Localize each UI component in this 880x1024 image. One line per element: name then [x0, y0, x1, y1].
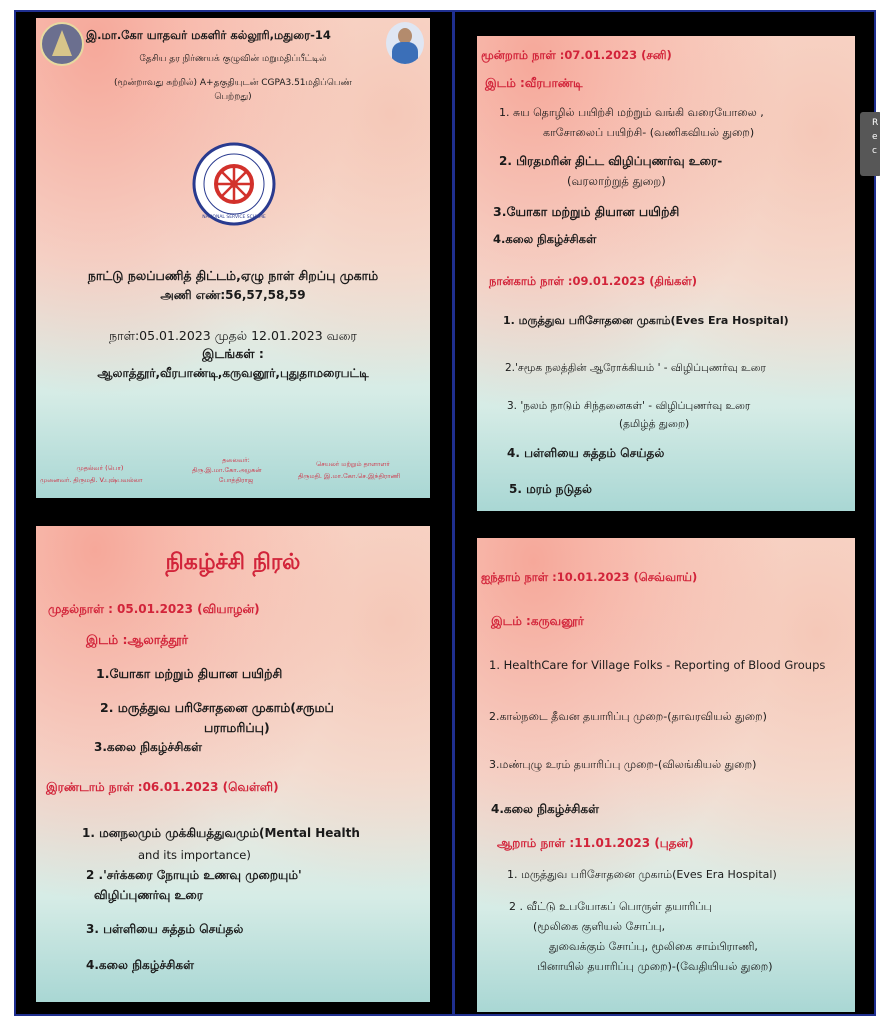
unit-numbers: அணி எண்:56,57,58,59: [160, 288, 306, 302]
programme-title: நிகழ்ச்சி நிரல்: [165, 550, 301, 575]
principal-name: முனைவர். திருமதி. V.புஷ்பவல்லா: [40, 476, 143, 484]
secretary-title: செயலர் மற்றும் தாளாளர்: [316, 460, 390, 468]
day6-item-2-cont-2: துவைக்கும் சோப்பு, மூலிகை சாம்பிராணி,: [549, 940, 758, 953]
venues-label: இடங்கள் :: [202, 346, 264, 361]
column-divider: [452, 10, 455, 1016]
day6-item-2-cont-3: பினாயில் தயாரிப்பு முறை)-(வேதியியல் துறை): [537, 960, 773, 973]
nss-emblem-icon: [192, 142, 276, 226]
day5-item-1: 1. HealthCare for Village Folks - Reporting of Blood Groups: [489, 658, 826, 672]
day1-item-3: 3.கலை நிகழ்ச்சிகள்: [94, 740, 202, 754]
accreditation-line-1: தேசிய தர நிர்ணயக் குழுவின் மறுமதிப்பீட்டில்: [139, 54, 327, 64]
programme-panel-days-5-6: [477, 538, 855, 1012]
day2-header: இரண்டாம் நாள் :06.01.2023 (வெள்ளி): [46, 780, 279, 794]
day1-header: முதல்நாள் : 05.01.2023 (வியாழன்): [48, 602, 260, 616]
day1-item-2: 2. மருத்துவ பரிசோதனை முகாம்(சருமப்: [100, 700, 334, 715]
day2-item-4: 4.கலை நிகழ்ச்சிகள்: [86, 958, 194, 972]
secretary-name: திருமதி. இ.மா.கோ.செ.இந்திராணி: [298, 472, 401, 480]
side-tab-line-3: c: [872, 146, 877, 156]
day4-item-1: 1. மருத்துவ பரிசோதனை முகாம்(Eves Era Hospital): [503, 314, 789, 327]
day6-item-1: 1. மருத்துவ பரிசோதனை முகாம்(Eves Era Hospital): [507, 868, 777, 881]
day1-venue: இடம் :ஆலாத்தூர்: [86, 632, 189, 647]
day5-item-3: 3.மண்புழு உரம் தயாரிப்பு முறை-(விலங்கியல் துறை): [489, 758, 757, 771]
day1-item-1: 1.யோகா மற்றும் தியான பயிற்சி: [96, 666, 283, 681]
president-name: திரு.இ.மா.கோ.அழகன்: [192, 466, 262, 474]
day4-item-5: 5. மரம் நடுதல்: [509, 482, 592, 496]
side-tab-line-2: e: [872, 132, 878, 142]
day3-item-2: 2. பிரதமரின் திட்ட விழிப்புணர்வு உரை-: [499, 154, 723, 168]
day3-item-1: 1. சுய தொழில் பயிற்சி மற்றும் வங்கி வரையோலை ,: [499, 106, 764, 119]
accreditation-line-2: (மூன்றாவது சுற்றில்) A+தகுதியுடன் CGPA3.51மதிப்பெண்: [113, 78, 353, 88]
day2-item-1: 1. மனநலமும் முக்கியத்துவமும்(Mental Health: [82, 826, 360, 840]
day6-header: ஆறாம் நாள் :11.01.2023 (புதன்): [497, 836, 694, 850]
day3-item-3: 3.யோகா மற்றும் தியான பயிற்சி: [493, 204, 680, 219]
day4-item-4: 4. பள்ளியை சுத்தம் செய்தல்: [507, 446, 665, 460]
day2-item-3: 3. பள்ளியை சுத்தம் செய்தல்: [86, 922, 244, 936]
day3-item-2-cont: (வரலாற்றுத் துறை): [567, 174, 666, 188]
day3-header: மூன்றாம் நாள் :07.01.2023 (சனி): [481, 48, 672, 62]
cover-panel: [36, 18, 430, 498]
day2-item-2-cont: விழிப்புணர்வு உரை: [94, 888, 203, 902]
day5-item-4: 4.கலை நிகழ்ச்சிகள்: [491, 802, 599, 816]
day4-item-3: 3. 'நலம் நாடும் சிந்தனைகள்' - விழிப்புணர்வு உரை: [507, 400, 751, 412]
day3-venue: இடம் :வீரபாண்டி: [485, 76, 583, 90]
camp-title: நாட்டு நலப்பணித் திட்டம்,ஏழு நாள் சிறப்பு முகாம்: [87, 268, 379, 283]
president-role: போத்திராஜ: [218, 476, 254, 484]
day6-item-2-cont-1: (மூலிகை குளியல் சோப்பு,: [533, 920, 666, 933]
day4-header: நான்காம் நாள் :09.01.2023 (திங்கள்): [489, 274, 698, 288]
accreditation-line-3: பெற்றது): [214, 92, 252, 102]
venues-list: ஆலாத்தூர்,வீரபாண்டி,கருவனூர்,புதுதாமரைபட்டி: [97, 366, 369, 380]
day3-item-1-cont: காசோலைப் பயிற்சி- (வணிகவியல் துறை): [543, 126, 755, 139]
day5-header: ஐந்தாம் நாள் :10.01.2023 (செவ்வாய்): [481, 570, 698, 584]
day1-item-2-cont: பராமரிப்பு): [204, 720, 270, 735]
college-name: இ.மா.கோ யாதவர் மகளிர் கல்லூரி,மதுரை-14: [86, 28, 331, 42]
day4-item-3-cont: (தமிழ்த் துறை): [619, 418, 690, 430]
day5-item-2: 2.கால்நடை தீவன தயாரிப்பு முறை-(தாவரவியல் துறை): [489, 710, 767, 723]
day6-item-2: 2 . வீட்டு உபயோகப் பொருள் தயாரிப்பு: [509, 900, 712, 913]
day3-item-4: 4.கலை நிகழ்ச்சிகள்: [493, 232, 597, 246]
nss-emblem-text: NATIONAL SERVICE SCHEME: [202, 215, 266, 220]
day4-item-2: 2.'சமூக நலத்தின் ஆரோக்கியம் ' - விழிப்புணர்வு உரை: [505, 362, 766, 374]
side-tab-line-1: R: [872, 118, 879, 128]
programme-panel-days-1-2: [36, 526, 430, 1002]
president-title: தலைவர்:: [222, 456, 250, 464]
side-tab[interactable]: [860, 112, 880, 176]
camp-dates: நாள்:05.01.2023 முதல் 12.01.2023 வரை: [109, 328, 357, 343]
day5-venue: இடம் :கருவனூர்: [491, 614, 584, 628]
day2-item-2: 2 .'சர்க்கரை நோயும் உணவு முறையும்': [86, 868, 302, 882]
day2-item-1-cont: and its importance): [138, 848, 251, 862]
principal-title: முதல்வர் (பொ): [76, 464, 124, 472]
programme-panel-days-3-4: [477, 36, 855, 511]
